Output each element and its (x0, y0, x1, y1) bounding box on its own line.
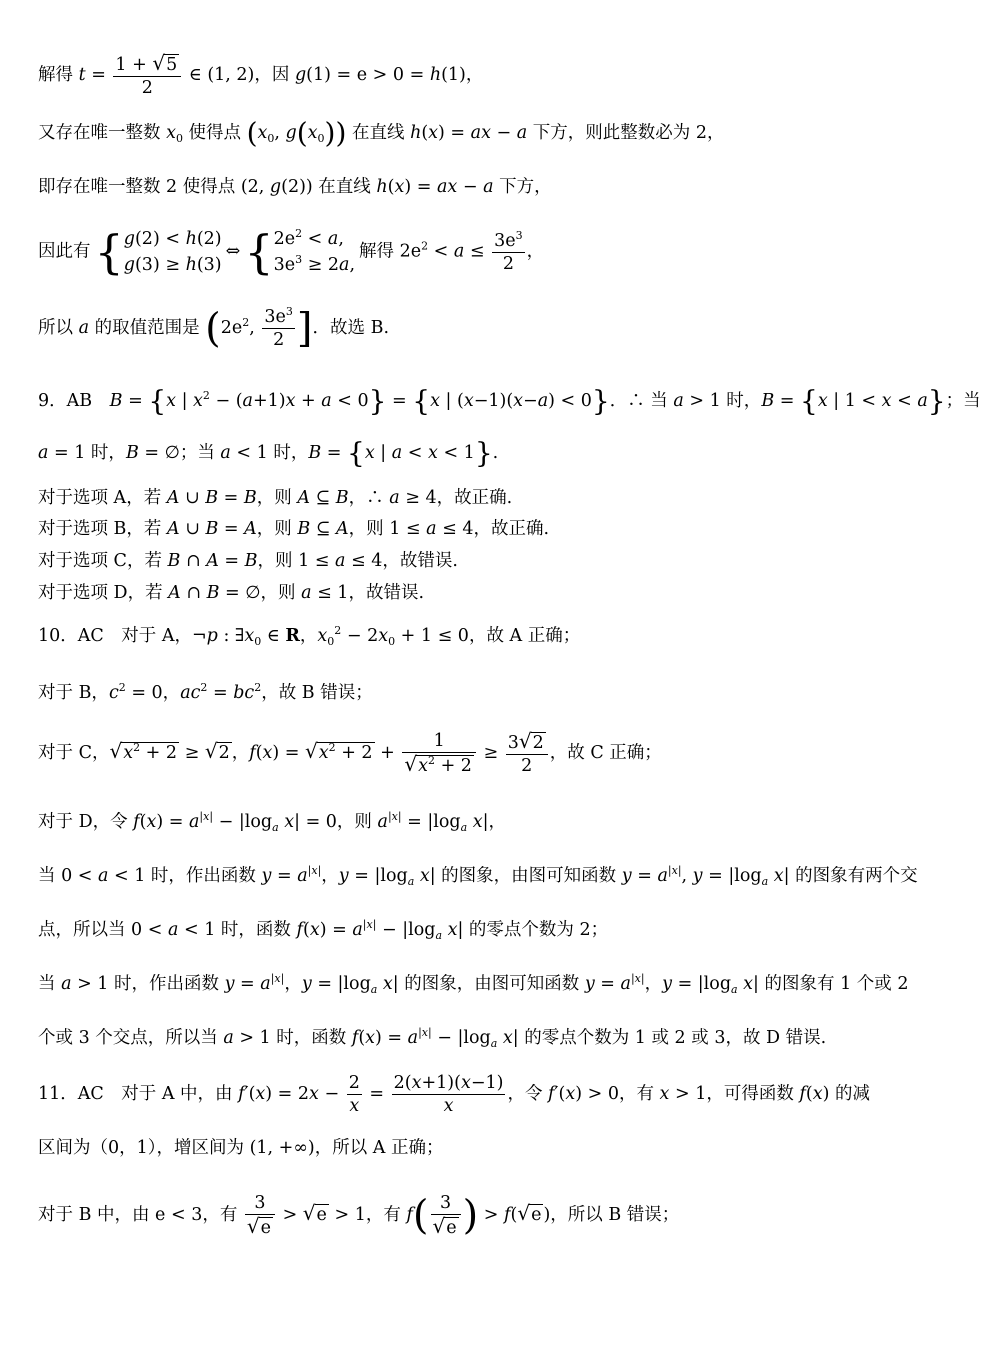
solution-line-5: 所以 a 的取值范围是 ($2e^2$, $\frac{3e^3}{2}$ ]．故选 B. (38, 305, 390, 352)
solution-line-14: 对于 C，$√x^2 + 2 \ge √2$ ，$f(x) = √x^2 + 2$ + $\frac{1}{√x^2 + 2}$ ≥ $\frac{3√2}{2}$ ，故 C 正确； (38, 729, 662, 776)
solution-line-2: 又存在唯一整数 $x_0$ 使得点 ($x_0$, $g(x_0)$) 在直线 h(x) = ax − a 下方，则此整数必为 2， (38, 116, 725, 150)
solution-line-18: 当 a > 1 时，作出函数 $y = a^{|x|}$，$y = |\log_a$ x| 的图象，由图可知函数 $y = a^{|x|}$，$y = |\log_a$ x| 的图象有 1 个或 2 (38, 972, 909, 996)
solution-line-3: 即存在唯一整数 2 使得点 (2, g(2)) 在直线 h(x) = ax − a 下方， (38, 177, 552, 197)
solution-line-9: 对于选项 B，若 A ∪ B = A，则 B ⊆ A，则 1 ≤ a ≤ 4，故正确. (38, 519, 550, 539)
solution-line-20: 11．AC 对于 A 中，由 f′(x) = 2x − $\frac{2}{x}$ = $\frac{2(x+1)(x-1)}{x}$ ，令 f′(x) > 0，有 x > 1，可得函数 f(x) 的减 (38, 1073, 870, 1116)
solution-line-1: 解得 t = $\frac{1 + √5}{2}$ ∈ (1, 2)，因 g(1) = e > 0 = h(1)， (38, 51, 484, 98)
solution-line-19: 个或 3 个交点，所以当 a > 1 时，函数 $f(x) = a^{|x|} - |\log_a$ x| 的零点个数为 1 或 2 或 3，故 D 错误. (38, 1026, 827, 1050)
solution-line-7: a = 1 时，B = ∅；当 a < 1 时，B = {x | a < x < 1}. (38, 436, 499, 470)
solution-line-8: 对于选项 A，若 A ∪ B = B，则 A ⊆ B，∴ a ≥ 4，故正确. (38, 488, 513, 508)
solution-line-12: 10．AC 对于 A，¬p : $\exists x_0$ ∈ R，$x_0^2 - 2x_0 + 1 \le 0$，故 A 正确； (38, 624, 581, 648)
solution-line-4: 因此有{ g(2) < h(2) g(3) ≥ h(3) ⇔{ $2e^2 < a$, $3e^3 \ge 2a$, 解得 $2e^2 < a$ ≤ $\frac{3e^3}{2}$ ， (38, 225, 545, 279)
solution-line-15: 对于 D，令 $f(x) = a^{|x|} - |\log_a$ x| = 0，则 $a^{|x|} = |\log_a$ x|， (38, 810, 507, 834)
solution-line-13: 对于 B，$c^2 = 0$，$ac^2 = bc^2$，故 B 错误； (38, 681, 373, 703)
solution-line-11: 对于选项 D，若 A ∩ B = ∅，则 a ≤ 1，故错误. (38, 583, 425, 603)
solution-line-17: 点，所以当 0 < a < 1 时，函数 $f(x) = a^{|x|} - |\log_a$ x| 的零点个数为 2； (38, 918, 609, 942)
solution-line-6: 9．AB B = {x | $x^2 - (a+1)x + a < 0\} = \{x$ | (x−1)(x−a) < 0}．∴ 当 a > 1 时，B = {x | 1 < x < a}；当 (38, 384, 981, 418)
solution-line-16: 当 0 < a < 1 时，作出函数 $y = a^{|x|}$，$y = |\log_a$ x| 的图象，由图可知函数 $y = a^{|x|}$, $y = |\log_a$ x| 的图象有两个交 (38, 864, 918, 888)
solution-line-21: 区间为（0，1），增区间为 (1, +∞)，所以 A 正确； (38, 1138, 444, 1158)
solution-line-10: 对于选项 C，若 B ∩ A = B，则 1 ≤ a ≤ 4，故错误. (38, 551, 458, 571)
solution-line-22: 对于 B 中，由 e < 3，有 $\frac{3}{√e}$ > √e > 1，有 f( $\frac{3}{√e}$ ) > f(√e )，所以 B 错误； (38, 1192, 680, 1239)
